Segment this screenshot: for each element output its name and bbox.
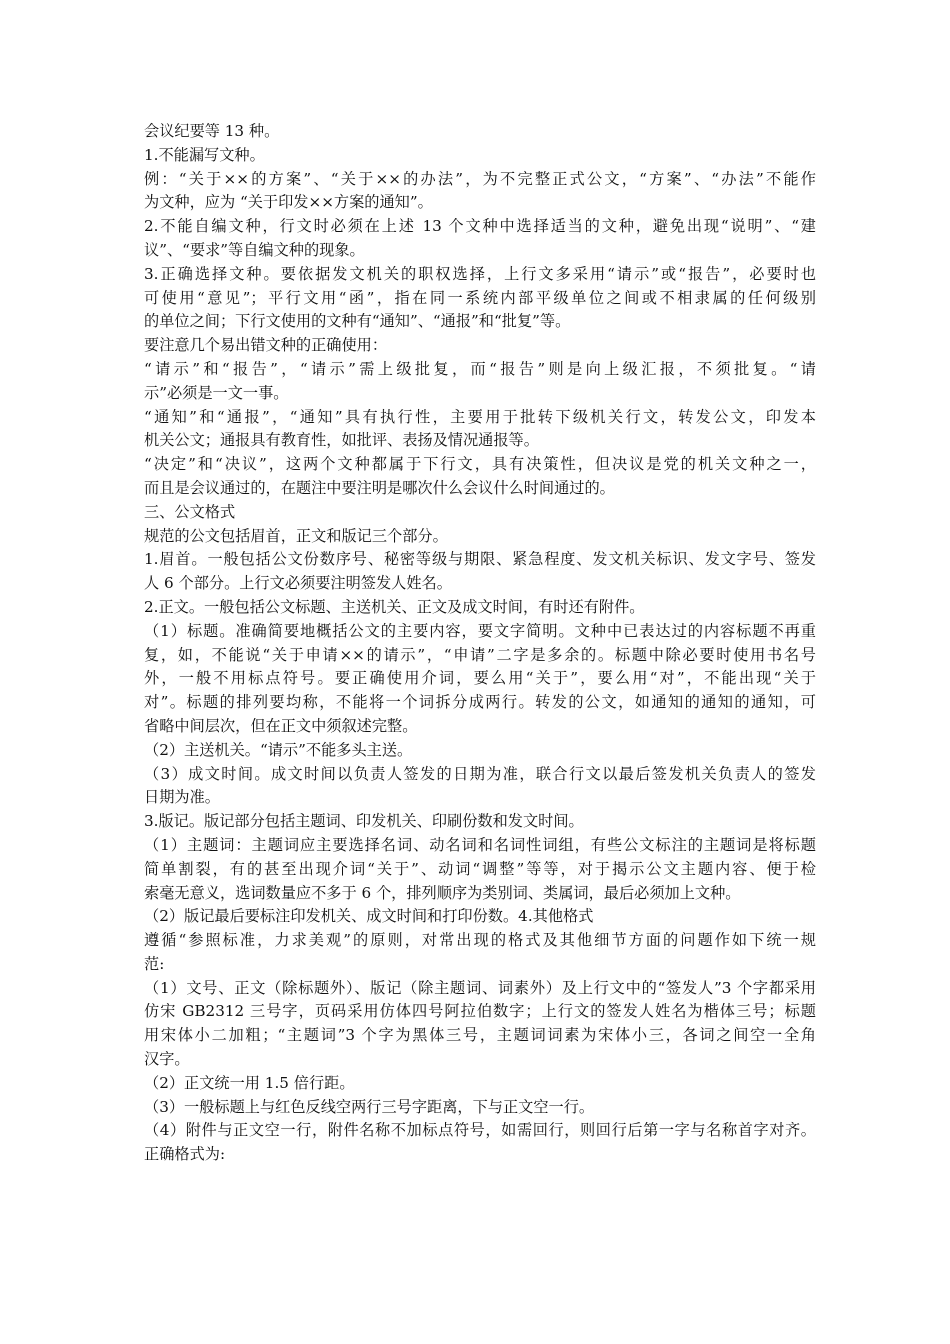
text-line: 会议纪要等 13 种。 [144, 122, 280, 140]
text-line: 例：“关于××的方案”、“关于××的办法”，为不完整正式公文，“方案”、“办法”不能作 [144, 169, 816, 188]
text-line: （2）正文统一用 1.5 倍行距。 [144, 1073, 355, 1092]
text-line: 而且是会议通过的，在题注中要注明是哪次什么会议什么时间通过的。 [144, 478, 615, 497]
text-line: 可使用“意见”；平行文用“函”，指在同一系统内部平级单位之间或不相隶属的任何级别 [144, 288, 816, 307]
text-line: 对”。标题的排列要均称，不能将一个词拆分成两行。转发的公文，如通知的通知的通知，可 [144, 693, 816, 712]
text-line: （2）版记最后要标注印发机关、成文时间和打印份数。4.其他格式 [144, 907, 594, 926]
text-line: 省略中间层次，但在正文中须叙述完整。 [144, 716, 418, 735]
text-line: 规范的公文包括眉首，正文和版记三个部分。 [144, 526, 448, 545]
text-line: 汉字。 [144, 1050, 190, 1069]
text-line: 的单位之间；下行文使用的文种有“通知”、“通报”和“批复”等。 [144, 312, 571, 331]
document-body [144, 120, 816, 1167]
text-line: 2.不能自编文种，行文时必须在上述 13 个文种中选择适当的文种，避免出现“说明”、“建 [144, 217, 816, 236]
text-line: （3）一般标题上与红色反线空两行三号字距离，下与正文空一行。 [144, 1097, 595, 1116]
text-line: “决定”和“决议”，这两个文种都属于下行文，具有决策性，但决议是党的机关文种之一， [144, 455, 816, 474]
text-line: 3.正确选择文种。要依据发文机关的职权选择，上行文多采用“请示”或“报告”，必要时也 [144, 264, 816, 283]
section-heading: 三、公文格式 [144, 502, 236, 521]
text-line: 用宋体小二加粗；“主题词”3 个字为黑体三号，主题词词素为宋体小三，各词之间空一全角 [144, 1026, 816, 1045]
text-line: 3.版记。版记部分包括主题词、印发机关、印刷份数和发文时间。 [144, 812, 584, 831]
text-line: 议”、“要求”等自编文种的现象。 [144, 240, 365, 259]
text-line: （4）附件与正文空一行，附件名称不加标点符号，如需回行，则回行后第一字与名称首字对齐。 [144, 1121, 816, 1140]
text-line: 复，如，不能说“关于申请××的请示”，“申请”二字是多余的。标题中除必要时使用书名号 [144, 645, 816, 664]
text-line: （2）主送机关。“请示”不能多头主送。 [144, 740, 413, 759]
text-line: 外，一般不用标点符号。要正确使用介词，要么用“关于”，要么用“对”，不能出现“关于 [144, 669, 816, 688]
text-line: 为文种，应为 “关于印发××方案的通知”。 [144, 193, 433, 212]
text-line: 正确格式为: [144, 1145, 226, 1164]
text-line: 1.眉首。一般包括公文份数序号、秘密等级与期限、紧急程度、发文机关标识、发文字号、签发 [144, 550, 816, 569]
text-line: （1）主题词：主题词应主要选择名词、动名词和名词性词组，有些公文标注的主题词是将标题 [144, 835, 816, 854]
text-line: 仿宋 GB2312 三号字，页码采用仿体四号阿拉伯数字；上行文的签发人姓名为楷体三号；标题 [144, 1002, 816, 1021]
text-line: “通知”和“通报”，“通知”具有执行性，主要用于批转下级机关行文，转发公文，印发本 [144, 407, 816, 426]
text-line: 要注意几个易出错文种的正确使用： [144, 336, 387, 355]
text-line: （3）成文时间。成文时间以负责人签发的日期为准，联合行文以最后签发机关负责人的签发 [144, 764, 816, 783]
text-line: 1.不能漏写文种。 [144, 145, 265, 164]
text-line: （1）标题。准确简要地概括公文的主要内容，要文字简明。文种中已表达过的内容标题不再重 [144, 621, 816, 640]
text-line: 机关公文；通报具有教育性，如批评、表扬及情况通报等。 [144, 431, 539, 450]
text-line: 日期为准。 [144, 788, 220, 807]
text-line: （1）文号、正文（除标题外）、版记（除主题词、词素外）及上行文中的“签发人”3 个字都采用 [144, 978, 816, 997]
text-line: 示”必须是一文一事。 [144, 383, 289, 402]
text-line: 人 6 个部分。上行文必须要注明签发人姓名。 [144, 574, 452, 593]
text-line: “请示”和“报告”，“请示”需上级批复，而“报告”则是向上级汇报，不须批复。“请 [144, 359, 816, 378]
text-line: 索毫无意义，选词数量应不多于 6 个，排列顺序为类别词、类属词，最后必须加上文种。 [144, 883, 741, 902]
text-line: 简单割裂，有的甚至出现介词“关于”、动词“调整”等等，对于揭示公文主题内容、便于检 [144, 859, 816, 878]
text-line: 遵循“参照标准，力求美观”的原则，对常出现的格式及其他细节方面的问题作如下统一规 [144, 931, 816, 950]
text-line: 2.正文。一般包括公文标题、主送机关、正文及成文时间，有时还有附件。 [144, 597, 645, 616]
text-line: 范: [144, 954, 165, 973]
